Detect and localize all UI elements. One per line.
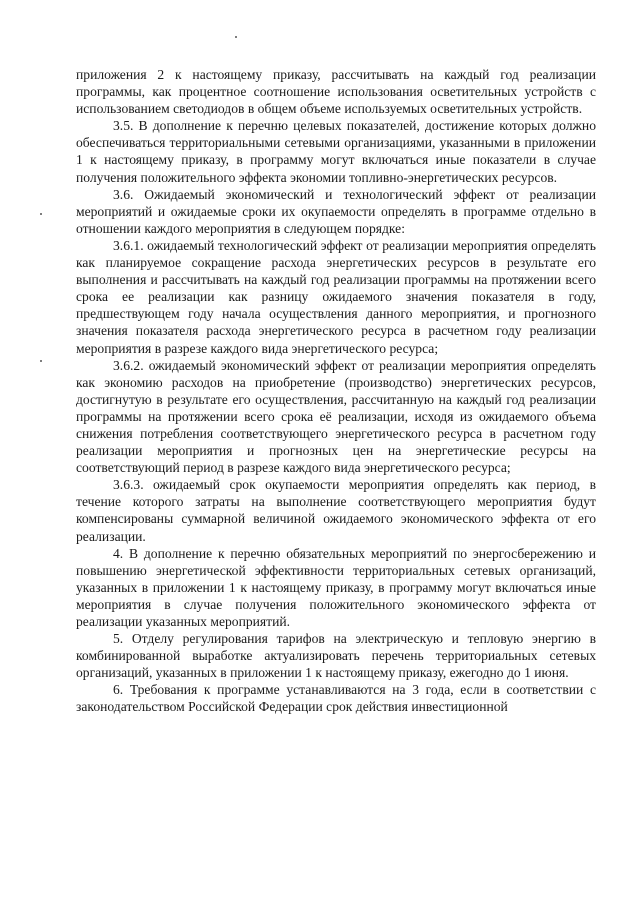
paragraph-3-6-2: 3.6.2. ожидаемый экономический эффект от реализации мероприятия определять как экономию расходов на приобретение (производство) энергетических ресурсов, достигнутую в результате его осуществления, рассчитанную на каждый год реализации программы на протяжении всего срока её реализации, исходя из ожидаемого объема снижения потребления соответствующего энергетического ресурса в расчетном году реализации мероприятия и прогнозных цен на энергетические ресурсы на соответствующий период в разрезе каждого вида энергетического ресурса;	[76, 357, 596, 476]
scan-speck	[40, 360, 42, 362]
paragraph-3-6: 3.6. Ожидаемый экономический и технологический эффект от реализации мероприятий и ожидаемые сроки их окупаемости определять в программе отдельно в отношении каждого мероприятия в следующем порядке:	[76, 186, 596, 236]
paragraph-4: 4. В дополнение к перечню обязательных мероприятий по энергосбережению и повышению энергетической эффективности территориальных сетевых организаций, указанных в приложении 1 к настоящему приказу, в программу могут включаться иные мероприятия в случае получения положительного экономического эффекта от реализации указанных мероприятий.	[76, 545, 596, 629]
paragraph-3-6-1: 3.6.1. ожидаемый технологический эффект от реализации мероприятия определять как планируемое сокращение расхода энергетических ресурсов в результате его выполнения и рассчитывать на каждый год реализации программы на протяжении всего срока ее реализации как разницу ожидаемого значения показателя в году, предшествующем году начала осуществления данного мероприятия, и прогнозного значения показателя расхода энергетического ресурса в расчетном году реализации мероприятия в разрезе каждого вида энергетического ресурса;	[76, 237, 596, 356]
paragraph-3-5: 3.5. В дополнение к перечню целевых показателей, достижение которых должно обеспечиваться территориальными сетевыми организациями, указанными в приложении 1 к настоящему приказу, в программу могут включаться иные показатели в случае получения положительного эффекта экономии топливно-энергетических ресурсов.	[76, 118, 596, 185]
paragraph-3-6-3: 3.6.3. ожидаемый срок окупаемости мероприятия определять как период, в течение которого затраты на выполнение соответствующего мероприятия будут компенсированы суммарной величиной ожидаемого экономического эффекта от его реализации.	[76, 477, 596, 544]
paragraph-5: 5. Отделу регулирования тарифов на электрическую и тепловую энергию в комбинированной выработке актуализировать перечень территориальных сетевых организаций, указанных в приложении 1 к настоящему приказу, ежегодно до 1 июня.	[76, 631, 596, 681]
scan-speck	[40, 213, 42, 215]
paragraph-6: 6. Требования к программе устанавливаются на 3 года, если в соответствии с законодательством Российской Федерации срок действия инвестиционной	[76, 682, 596, 715]
document-body	[76, 66, 596, 716]
paragraph-continuation: приложения 2 к настоящему приказу, рассчитывать на каждый год реализации программы, как процентное соотношение использования осветительных устройств с использованием светодиодов в общем объеме используемых осветительных устройств.	[76, 67, 596, 117]
scan-speck	[235, 36, 237, 38]
